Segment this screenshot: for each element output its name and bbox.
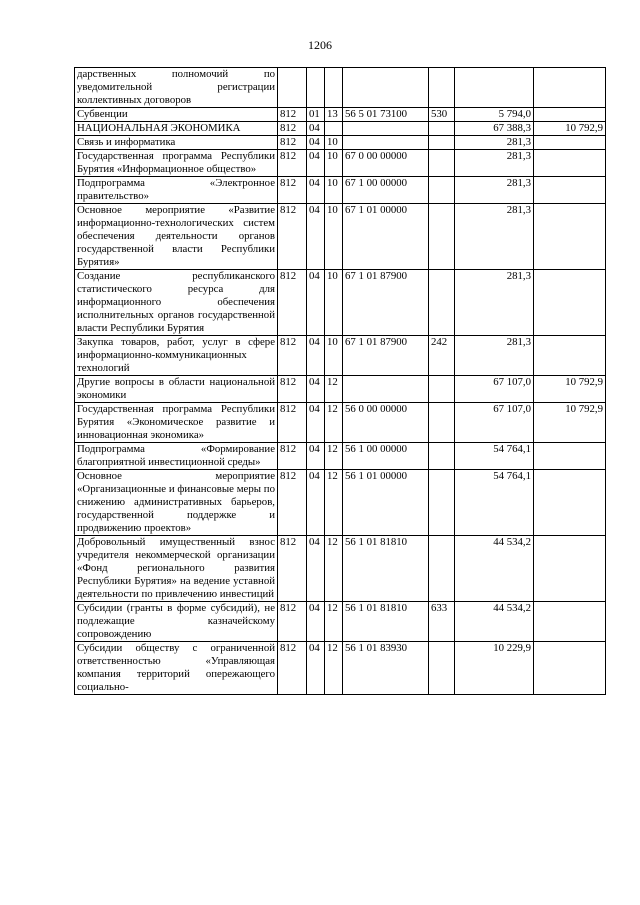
amount-2-cell <box>534 177 606 204</box>
item-name-cell: НАЦИОНАЛЬНАЯ ЭКОНОМИКА <box>75 122 278 136</box>
item-name-cell: Создание республиканского статистического ресурса для информационного обеспечения исполнительных органов государственной власти Республики Бурятия <box>75 270 278 336</box>
expense-type-cell <box>429 376 455 403</box>
subsection-code-cell: 12 <box>325 403 343 443</box>
table-row <box>75 336 606 376</box>
table-row <box>75 443 606 470</box>
admin-code-cell: 812 <box>278 376 307 403</box>
admin-code-cell: 812 <box>278 470 307 536</box>
amount-cell: 5 794,0 <box>455 108 534 122</box>
section-code-cell: 04 <box>307 122 325 136</box>
expense-type-cell <box>429 642 455 695</box>
amount-cell: 54 764,1 <box>455 470 534 536</box>
section-code-cell: 04 <box>307 642 325 695</box>
amount-cell <box>455 68 534 108</box>
subsection-code-cell: 10 <box>325 336 343 376</box>
item-name-cell: Другие вопросы в области национальной экономики <box>75 376 278 403</box>
admin-code-cell <box>278 68 307 108</box>
item-name-cell: Связь и информатика <box>75 136 278 150</box>
budget-table <box>74 67 606 695</box>
admin-code-cell: 812 <box>278 204 307 270</box>
expense-type-cell <box>429 122 455 136</box>
admin-code-cell: 812 <box>278 177 307 204</box>
table-row <box>75 108 606 122</box>
admin-code-cell: 812 <box>278 136 307 150</box>
section-code-cell: 04 <box>307 403 325 443</box>
admin-code-cell: 812 <box>278 270 307 336</box>
section-code-cell: 04 <box>307 336 325 376</box>
amount-2-cell <box>534 336 606 376</box>
section-code-cell: 04 <box>307 443 325 470</box>
expense-type-cell <box>429 403 455 443</box>
subsection-code-cell: 10 <box>325 177 343 204</box>
section-code-cell: 01 <box>307 108 325 122</box>
amount-2-cell <box>534 150 606 177</box>
amount-2-cell: 10 792,9 <box>534 403 606 443</box>
amount-cell: 54 764,1 <box>455 443 534 470</box>
item-name-cell: дарственных полномочий по уведомительной регистрации коллективных договоров <box>75 68 278 108</box>
subsection-code-cell: 12 <box>325 602 343 642</box>
target-article-cell: 67 1 01 00000 <box>343 204 429 270</box>
target-article-cell <box>343 136 429 150</box>
subsection-code-cell: 13 <box>325 108 343 122</box>
table-row <box>75 136 606 150</box>
expense-type-cell: 242 <box>429 336 455 376</box>
target-article-cell: 56 1 01 83930 <box>343 642 429 695</box>
amount-2-cell <box>534 136 606 150</box>
item-name-cell: Закупка товаров, работ, услуг в сфере информационно-коммуникационных технологий <box>75 336 278 376</box>
table-row <box>75 536 606 602</box>
item-name-cell: Добровольный имущественный взнос учредителя некоммерческой организации «Фонд регионального развития Республики Бурятия» на ведение уставной деятельности по привлечению инвестиций <box>75 536 278 602</box>
amount-2-cell <box>534 108 606 122</box>
item-name-cell: Государственная программа Республики Бурятия «Информационное общество» <box>75 150 278 177</box>
section-code-cell: 04 <box>307 376 325 403</box>
amount-2-cell <box>534 470 606 536</box>
amount-2-cell <box>534 602 606 642</box>
expense-type-cell <box>429 470 455 536</box>
expense-type-cell <box>429 150 455 177</box>
amount-2-cell <box>534 536 606 602</box>
target-article-cell <box>343 68 429 108</box>
amount-cell: 67 107,0 <box>455 376 534 403</box>
target-article-cell: 67 1 00 00000 <box>343 177 429 204</box>
table-row <box>75 470 606 536</box>
target-article-cell: 67 1 01 87900 <box>343 336 429 376</box>
section-code-cell <box>307 68 325 108</box>
expense-type-cell <box>429 204 455 270</box>
expense-type-cell: 633 <box>429 602 455 642</box>
expense-type-cell <box>429 443 455 470</box>
table-row <box>75 150 606 177</box>
item-name-cell: Подпрограмма «Электронное правительство» <box>75 177 278 204</box>
admin-code-cell: 812 <box>278 122 307 136</box>
subsection-code-cell: 12 <box>325 536 343 602</box>
target-article-cell: 56 5 01 73100 <box>343 108 429 122</box>
expense-type-cell <box>429 177 455 204</box>
item-name-cell: Подпрограмма «Формирование благоприятной инвестиционной среды» <box>75 443 278 470</box>
subsection-code-cell: 10 <box>325 204 343 270</box>
budget-table-body <box>75 68 606 695</box>
amount-cell: 44 534,2 <box>455 602 534 642</box>
table-row <box>75 122 606 136</box>
table-row <box>75 68 606 108</box>
item-name-cell: Субсидии обществу с ограниченной ответственностью «Управляющая компания территорий опережающего социально- <box>75 642 278 695</box>
table-row <box>75 204 606 270</box>
target-article-cell: 67 1 01 87900 <box>343 270 429 336</box>
target-article-cell: 56 1 01 81810 <box>343 602 429 642</box>
section-code-cell: 04 <box>307 470 325 536</box>
section-code-cell: 04 <box>307 150 325 177</box>
subsection-code-cell <box>325 68 343 108</box>
amount-cell: 281,3 <box>455 136 534 150</box>
section-code-cell: 04 <box>307 136 325 150</box>
page-number: 1206 <box>308 38 332 52</box>
item-name-cell: Государственная программа Республики Бурятия «Экономическое развитие и инновационная экономика» <box>75 403 278 443</box>
admin-code-cell: 812 <box>278 642 307 695</box>
expense-type-cell <box>429 270 455 336</box>
admin-code-cell: 812 <box>278 108 307 122</box>
table-row <box>75 177 606 204</box>
section-code-cell: 04 <box>307 536 325 602</box>
amount-2-cell <box>534 204 606 270</box>
table-row <box>75 642 606 695</box>
admin-code-cell: 812 <box>278 536 307 602</box>
amount-2-cell: 10 792,9 <box>534 122 606 136</box>
amount-cell: 281,3 <box>455 150 534 177</box>
target-article-cell: 56 1 01 00000 <box>343 470 429 536</box>
table-row <box>75 602 606 642</box>
section-code-cell: 04 <box>307 602 325 642</box>
amount-2-cell <box>534 270 606 336</box>
subsection-code-cell: 12 <box>325 443 343 470</box>
amount-2-cell <box>534 68 606 108</box>
expense-type-cell <box>429 68 455 108</box>
amount-cell: 281,3 <box>455 204 534 270</box>
target-article-cell <box>343 122 429 136</box>
subsection-code-cell <box>325 122 343 136</box>
admin-code-cell: 812 <box>278 443 307 470</box>
table-row <box>75 376 606 403</box>
amount-2-cell: 10 792,9 <box>534 376 606 403</box>
amount-2-cell <box>534 642 606 695</box>
section-code-cell: 04 <box>307 204 325 270</box>
target-article-cell: 56 1 00 00000 <box>343 443 429 470</box>
amount-cell: 44 534,2 <box>455 536 534 602</box>
expense-type-cell <box>429 536 455 602</box>
amount-2-cell <box>534 443 606 470</box>
item-name-cell: Субвенции <box>75 108 278 122</box>
admin-code-cell: 812 <box>278 602 307 642</box>
section-code-cell: 04 <box>307 177 325 204</box>
amount-cell: 281,3 <box>455 336 534 376</box>
subsection-code-cell: 10 <box>325 136 343 150</box>
amount-cell: 67 107,0 <box>455 403 534 443</box>
admin-code-cell: 812 <box>278 336 307 376</box>
admin-code-cell: 812 <box>278 403 307 443</box>
amount-cell: 281,3 <box>455 270 534 336</box>
expense-type-cell: 530 <box>429 108 455 122</box>
target-article-cell: 56 1 01 81810 <box>343 536 429 602</box>
expense-type-cell <box>429 136 455 150</box>
target-article-cell <box>343 376 429 403</box>
table-row <box>75 270 606 336</box>
admin-code-cell: 812 <box>278 150 307 177</box>
item-name-cell: Основное мероприятие «Организационные и финансовые меры по снижению административных барьеров, государственной поддержке и продвижению проектов» <box>75 470 278 536</box>
amount-cell: 67 388,3 <box>455 122 534 136</box>
subsection-code-cell: 12 <box>325 376 343 403</box>
subsection-code-cell: 10 <box>325 270 343 336</box>
table-row <box>75 403 606 443</box>
subsection-code-cell: 12 <box>325 470 343 536</box>
amount-cell: 10 229,9 <box>455 642 534 695</box>
target-article-cell: 56 0 00 00000 <box>343 403 429 443</box>
item-name-cell: Основное мероприятие «Развитие информационно-технологических систем обеспечения деятельности органов государственной власти Республики Бурятия» <box>75 204 278 270</box>
section-code-cell: 04 <box>307 270 325 336</box>
subsection-code-cell: 10 <box>325 150 343 177</box>
subsection-code-cell: 12 <box>325 642 343 695</box>
item-name-cell: Субсидии (гранты в форме субсидий), не подлежащие казначейскому сопровождению <box>75 602 278 642</box>
amount-cell: 281,3 <box>455 177 534 204</box>
target-article-cell: 67 0 00 00000 <box>343 150 429 177</box>
